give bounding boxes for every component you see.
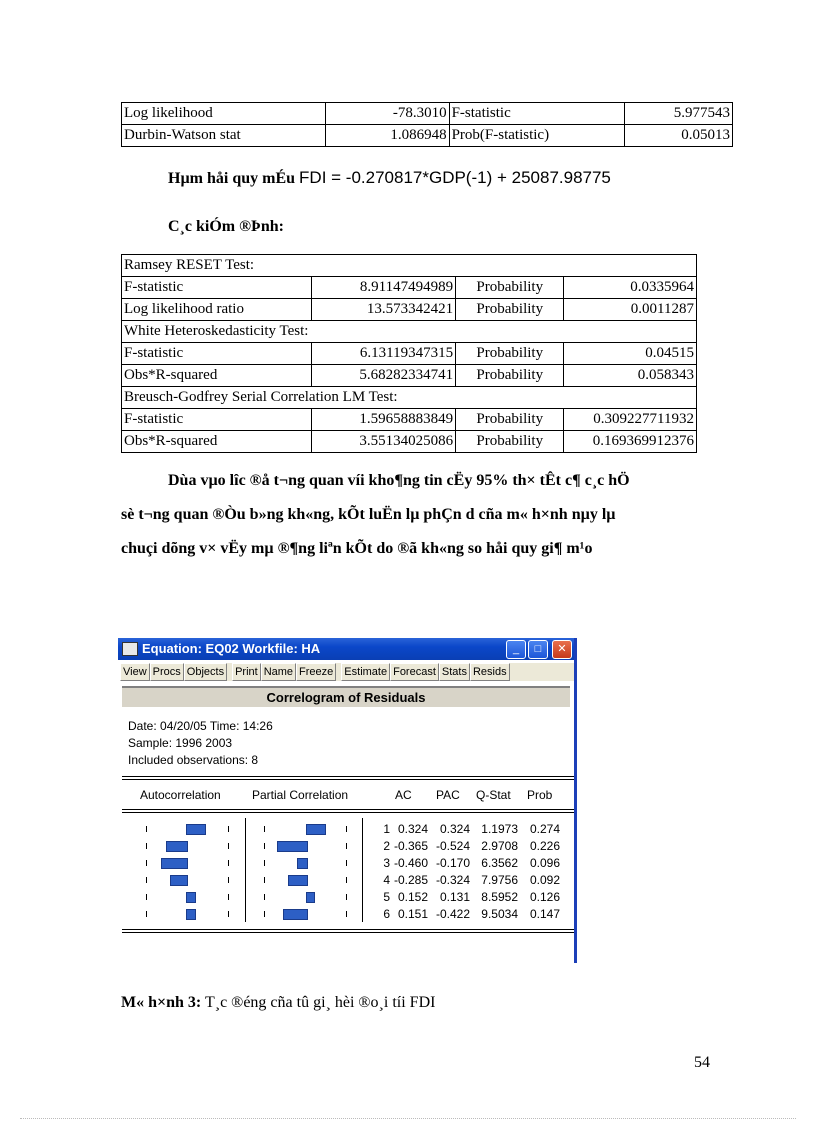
table-row [122,343,697,365]
lag-ac-value: -0.285 [393,873,428,887]
test-stat-label: F-statistic [122,277,312,299]
pac-bar [306,892,315,903]
confidence-tick [346,860,347,866]
tests-heading: C¸c kiÓm ®Þnh: [168,218,284,235]
ac-bar [186,892,196,903]
confidence-tick [228,911,229,917]
conclusion-paragraph [121,464,721,566]
table-row [122,277,697,299]
test-prob-value: 0.04515 [564,343,697,365]
lag-prob-value: 0.092 [529,873,560,887]
lag-q-value: 6.3562 [481,856,518,870]
lag-lag-value: 2 [383,839,390,853]
lag-lag-value: 6 [383,907,390,921]
qstat-header: Q-Stat [476,788,511,802]
lag-pac-value: 0.131 [439,890,470,904]
table-row [122,321,697,343]
estimate-button[interactable]: Estimate [341,663,390,681]
pac-bar [277,841,308,852]
stat-label: Log likelihood [122,103,326,125]
lag-q-value: 1.1973 [481,822,518,836]
confidence-tick [228,843,229,849]
test-prob-value: 0.0335964 [564,277,697,299]
table-row [122,431,697,453]
stat-label: F-statistic [449,103,625,125]
divider [122,779,574,780]
table-row [122,125,733,147]
forecast-button[interactable]: Forecast [390,663,439,681]
divider [122,776,574,777]
pac-bar [297,858,308,869]
confidence-tick [228,860,229,866]
test-stat-label: F-statistic [122,409,312,431]
lag-ac-value: -0.365 [393,839,428,853]
diagnostic-tests-table [121,254,697,453]
confidence-tick [264,826,265,832]
test-stat-value: 3.55134025086 [311,431,455,453]
lag-ac-value: -0.460 [393,856,428,870]
freeze-button[interactable]: Freeze [296,663,336,681]
table-row [122,255,697,277]
sample-line: Sample: 1996 2003 [128,736,233,750]
confidence-tick [346,894,347,900]
test-stat-label: Log likelihood ratio [122,299,312,321]
section-title: Breusch-Godfrey Serial Correlation LM Test: [122,387,697,409]
regression-stats-table [121,102,733,147]
view-title: Correlogram of Residuals [122,686,570,708]
test-stat-value: 5.68282334741 [311,365,455,387]
ac-bar [186,909,196,920]
ac-bar [161,858,188,869]
pac-bar [306,824,326,835]
objects-button[interactable]: Objects [184,663,227,681]
caption-text: T¸c ®éng cña tû gi¸ hèi ®o¸i tíi FDI [204,994,436,1011]
lag-pac-value: -0.324 [435,873,470,887]
confidence-tick [228,877,229,883]
test-prob-value: 0.0011287 [564,299,697,321]
confidence-tick [346,843,347,849]
divider [122,809,574,810]
stat-value: 0.05013 [625,125,733,147]
divider [122,932,574,933]
table-row [122,387,697,409]
table-row [122,409,697,431]
confidence-tick [146,843,147,849]
window-app-icon [122,642,138,656]
name-button[interactable]: Name [261,663,296,681]
lag-ac-value: 0.152 [397,890,428,904]
confidence-tick [228,894,229,900]
lag-q-value: 2.9708 [481,839,518,853]
autocorrelation-header: Autocorrelation [140,788,221,802]
divider [122,812,574,813]
test-prob-label: Probability [456,409,564,431]
lag-prob-value: 0.147 [529,907,560,921]
confidence-tick [146,826,147,832]
test-prob-value: 0.309227711932 [564,409,697,431]
prob-header: Prob [527,788,553,802]
pac-bar [283,909,308,920]
lag-q-value: 8.5952 [481,890,518,904]
lag-ac-value: 0.151 [397,907,428,921]
lag-lag-value: 5 [383,890,390,904]
test-stat-label: Obs*R-squared [122,431,312,453]
maximize-button[interactable]: □ [528,640,548,659]
ac-bar [186,824,206,835]
minimize-button[interactable]: _ [506,640,526,659]
lag-lag-value: 3 [383,856,390,870]
equation-line [168,168,611,188]
lag-prob-value: 0.096 [529,856,560,870]
caption-label: M« h×nh 3: [121,994,202,1011]
lag-pac-value: -0.524 [435,839,470,853]
section-title: White Heteroskedasticity Test: [122,321,697,343]
partial-correlation-header: Partial Correlation [252,788,349,802]
paragraph-line: sè t¬ng quan ®Òu b»ng kh«ng, kÕt luËn lµ phÇn d cña m« h×nh nµy lµ [121,506,616,523]
confidence-tick [264,911,265,917]
pac-bar [288,875,308,886]
confidence-tick [346,826,347,832]
figure-caption [121,994,435,1012]
lag-ac-value: 0.324 [397,822,428,836]
ac-header: AC [395,788,412,802]
window-title: Equation: EQ02 Workfile: HA [142,641,321,656]
ac-bar [170,875,188,886]
window-right-border [574,638,577,963]
equation-formula: FDI = -0.270817*GDP(-1) + 25087.98775 [299,168,611,187]
stat-label: Durbin-Watson stat [122,125,326,147]
confidence-tick [228,826,229,832]
test-stat-value: 6.13119347315 [311,343,455,365]
equation-prefix: Hµm håi quy mÉu [168,170,296,187]
close-button[interactable]: ✕ [552,640,572,659]
paragraph-line: chuçi dõng v× vËy mµ ®¶ng liªn kÕt do ®ã kh«ng so håi quy gi¶ m¹o [121,540,593,557]
equation-toolbar [120,663,574,681]
stat-label: Prob(F-statistic) [449,125,625,147]
lag-lag-value: 1 [383,822,390,836]
stat-value: -78.3010 [326,103,450,125]
column-separator [362,818,363,922]
stat-value: 5.977543 [625,103,733,125]
ac-bar [166,841,188,852]
lag-pac-value: 0.324 [439,822,470,836]
lag-lag-value: 4 [383,873,390,887]
pac-header: PAC [436,788,460,802]
confidence-tick [264,877,265,883]
test-prob-label: Probability [456,365,564,387]
lag-prob-value: 0.226 [529,839,560,853]
paragraph-line: Dùa vµo lîc ®å t¬ng quan víi kho¶ng tin cËy 95% th× tÊt c¶ c¸c hÖ [168,472,630,489]
date-line: Date: 04/20/05 Time: 14:26 [128,719,273,733]
test-stat-value: 1.59658883849 [311,409,455,431]
lag-prob-value: 0.126 [529,890,560,904]
confidence-tick [146,894,147,900]
confidence-tick [346,877,347,883]
test-stat-value: 8.91147494989 [311,277,455,299]
stats-button[interactable]: Stats [439,663,470,681]
column-separator [245,818,246,922]
confidence-tick [146,911,147,917]
divider [122,929,574,930]
observations-line: Included observations: 8 [128,753,259,767]
procs-button[interactable]: Procs [150,663,184,681]
test-stat-label: F-statistic [122,343,312,365]
window-titlebar[interactable] [118,638,576,660]
test-stat-value: 13.573342421 [311,299,455,321]
eviews-equation-window [118,638,576,963]
test-prob-label: Probability [456,343,564,365]
table-row [122,365,697,387]
lag-q-value: 7.9756 [481,873,518,887]
section-title: Ramsey RESET Test: [122,255,697,277]
lag-pac-value: -0.170 [435,856,470,870]
confidence-tick [346,911,347,917]
confidence-tick [264,843,265,849]
test-stat-label: Obs*R-squared [122,365,312,387]
test-prob-label: Probability [456,431,564,453]
confidence-tick [146,860,147,866]
print-button[interactable]: Print [232,663,261,681]
table-row [122,103,733,125]
confidence-tick [264,894,265,900]
table-row [122,299,697,321]
test-prob-value: 0.169369912376 [564,431,697,453]
confidence-tick [146,877,147,883]
test-prob-label: Probability [456,299,564,321]
lag-prob-value: 0.274 [529,822,560,836]
view-button[interactable]: View [120,663,150,681]
resids-button[interactable]: Resids [470,663,510,681]
lag-pac-value: -0.422 [435,907,470,921]
confidence-tick [264,860,265,866]
test-prob-value: 0.058343 [564,365,697,387]
lag-q-value: 9.5034 [481,907,518,921]
stat-value: 1.086948 [326,125,450,147]
page-bottom-border [20,1118,796,1119]
page-number: 54 [694,1054,710,1071]
test-prob-label: Probability [456,277,564,299]
